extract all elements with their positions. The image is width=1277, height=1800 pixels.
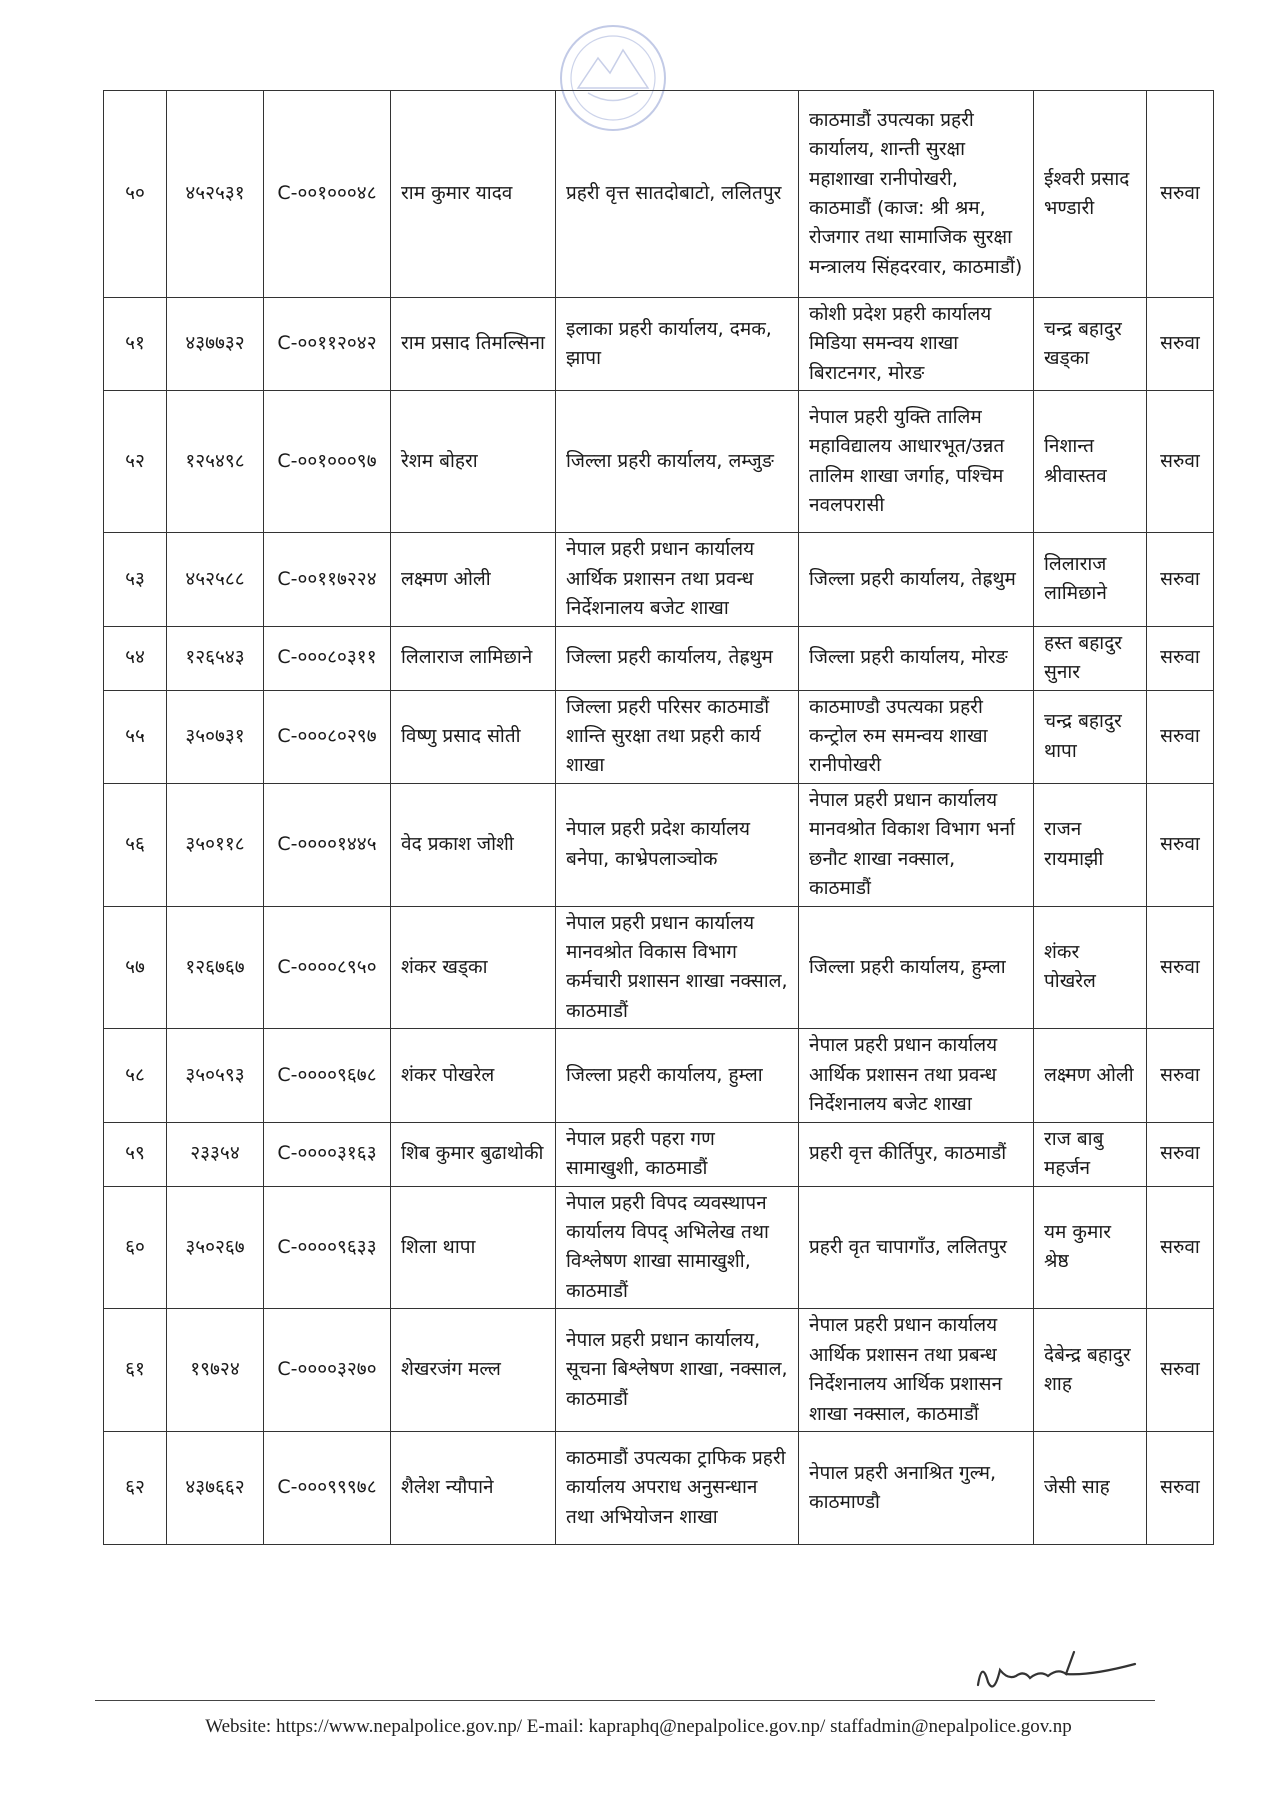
table-row (104, 533, 1214, 626)
table-row (104, 91, 1214, 298)
serial-number: ५६ (104, 783, 167, 906)
current-office: नेपाल प्रहरी विपद व्यवस्थापन कार्यालय विपद् अभिलेख तथा विश्लेषण शाखा सामाखुशी, काठमाडौं (556, 1186, 799, 1309)
sanket-number: ३५०११८ (167, 783, 264, 906)
employee-name: विष्णु प्रसाद सोती (391, 690, 556, 783)
transfer-office: नेपाल प्रहरी युक्ति तालिम महाविद्यालय आधारभूत/उन्नत तालिम शाखा जर्गाह, पश्चिम नवलपरासी (799, 391, 1034, 533)
employee-name: लक्ष्मण ओली (391, 533, 556, 626)
employee-name: वेद प्रकाश जोशी (391, 783, 556, 906)
code-number: C-००११७२२४ (264, 533, 391, 626)
code-number: C-००००१४४५ (264, 783, 391, 906)
code-number: C-००००३१६३ (264, 1122, 391, 1186)
table-row (104, 391, 1214, 533)
status: सरुवा (1147, 690, 1214, 783)
table-row (104, 1432, 1214, 1545)
employee-name: राम प्रसाद तिमल्सिना (391, 298, 556, 391)
transfer-table (103, 90, 1214, 1545)
code-number: C-००१०००९७ (264, 391, 391, 533)
sanket-number: १९७२४ (167, 1309, 264, 1432)
serial-number: ५० (104, 91, 167, 298)
transfer-office: जिल्ला प्रहरी कार्यालय, तेह्रथुम (799, 533, 1034, 626)
transfer-office: काठमाडौं उपत्यका प्रहरी कार्यालय, शान्ती सुरक्षा महाशाखा रानीपोखरी, काठमाडौं (काज: श्री श्रम, रोजगार तथा सामाजिक सुरक्षा मन्त्रालय सिंहदरवार, काठमाडौं) (799, 91, 1034, 298)
transfer-office: नेपाल प्रहरी अनाश्रित गुल्म, काठमाण्डौ (799, 1432, 1034, 1545)
serial-number: ५१ (104, 298, 167, 391)
sanket-number: ३५०२६७ (167, 1186, 264, 1309)
sanket-number: ४५२५३१ (167, 91, 264, 298)
code-number: C-००००९६७८ (264, 1029, 391, 1122)
table-row (104, 626, 1214, 690)
transfer-office: नेपाल प्रहरी प्रधान कार्यालय आर्थिक प्रशासन तथा प्रबन्ध निर्देशनालय आर्थिक प्रशासन शाखा नक्साल, काठमाडौं (799, 1309, 1034, 1432)
employee-name: शंकर पोखरेल (391, 1029, 556, 1122)
replacement-name: लक्ष्मण ओली (1034, 1029, 1147, 1122)
replacement-name: हस्त बहादुर सुनार (1034, 626, 1147, 690)
transfer-office: नेपाल प्रहरी प्रधान कार्यालय मानवश्रोत विकाश विभाग भर्ना छनौट शाखा नक्साल, काठमाडौं (799, 783, 1034, 906)
sanket-number: १२५४९८ (167, 391, 264, 533)
table-row (104, 783, 1214, 906)
employee-name: राम कुमार यादव (391, 91, 556, 298)
table-row (104, 906, 1214, 1029)
transfer-office: जिल्ला प्रहरी कार्यालय, हुम्ला (799, 906, 1034, 1029)
employee-name: शेखरजंग मल्ल (391, 1309, 556, 1432)
table-row (104, 298, 1214, 391)
table-row (104, 690, 1214, 783)
serial-number: ५५ (104, 690, 167, 783)
sanket-number: १२६७६७ (167, 906, 264, 1029)
code-number: C-०००८०३११ (264, 626, 391, 690)
status: सरुवा (1147, 533, 1214, 626)
current-office: इलाका प्रहरी कार्यालय, दमक, झापा (556, 298, 799, 391)
status: सरुवा (1147, 1122, 1214, 1186)
code-number: C-००१०००४८ (264, 91, 391, 298)
status: सरुवा (1147, 91, 1214, 298)
table-row (104, 1122, 1214, 1186)
serial-number: ५४ (104, 626, 167, 690)
code-number: C-००००८९५० (264, 906, 391, 1029)
sanket-number: १२६५४३ (167, 626, 264, 690)
employee-name: शैलेश न्यौपाने (391, 1432, 556, 1545)
code-number: C-००००३२७० (264, 1309, 391, 1432)
sanket-number: २३३५४ (167, 1122, 264, 1186)
replacement-name: यम कुमार श्रेष्ठ (1034, 1186, 1147, 1309)
transfer-office: कोशी प्रदेश प्रहरी कार्यालय मिडिया समन्वय शाखा बिराटनगर, मोरङ (799, 298, 1034, 391)
code-number: C-००११२०४२ (264, 298, 391, 391)
replacement-name: निशान्त श्रीवास्तव (1034, 391, 1147, 533)
replacement-name: लिलाराज लामिछाने (1034, 533, 1147, 626)
replacement-name: शंकर पोखरेल (1034, 906, 1147, 1029)
transfer-office: प्रहरी वृत्त कीर्तिपुर, काठमाडौं (799, 1122, 1034, 1186)
sanket-number: ४५२५८८ (167, 533, 264, 626)
current-office: जिल्ला प्रहरी कार्यालय, हुम्ला (556, 1029, 799, 1122)
serial-number: ५८ (104, 1029, 167, 1122)
current-office: जिल्ला प्रहरी परिसर काठमाडौं शान्ति सुरक्षा तथा प्रहरी कार्य शाखा (556, 690, 799, 783)
employee-name: लिलाराज लामिछाने (391, 626, 556, 690)
sanket-number: ४३७७३२ (167, 298, 264, 391)
replacement-name: चन्द्र बहादुर खड्का (1034, 298, 1147, 391)
status: सरुवा (1147, 1029, 1214, 1122)
table-row (104, 1029, 1214, 1122)
footer-contact: Website: https://www.nepalpolice.gov.np/ E-mail: kapraphq@nepalpolice.gov.np/ staffadmin@nepalpolice.gov.np (205, 1716, 1072, 1737)
employee-name: शिब कुमार बुढाथोकी (391, 1122, 556, 1186)
code-number: C-०००८०२९७ (264, 690, 391, 783)
replacement-name: चन्द्र बहादुर थापा (1034, 690, 1147, 783)
current-office: नेपाल प्रहरी प्रधान कार्यालय आर्थिक प्रशासन तथा प्रवन्ध निर्देशनालय बजेट शाखा (556, 533, 799, 626)
serial-number: ५३ (104, 533, 167, 626)
replacement-name: देबेन्द्र बहादुर शाह (1034, 1309, 1147, 1432)
current-office: जिल्ला प्रहरी कार्यालय, लम्जुङ (556, 391, 799, 533)
replacement-name: ईश्वरी प्रसाद भण्डारी (1034, 91, 1147, 298)
transfer-office: नेपाल प्रहरी प्रधान कार्यालय आर्थिक प्रशासन तथा प्रवन्ध निर्देशनालय बजेट शाखा (799, 1029, 1034, 1122)
replacement-name: जेसी साह (1034, 1432, 1147, 1545)
status: सरुवा (1147, 906, 1214, 1029)
status: सरुवा (1147, 1186, 1214, 1309)
serial-number: ५७ (104, 906, 167, 1029)
serial-number: ५९ (104, 1122, 167, 1186)
sanket-number: ३५०७३१ (167, 690, 264, 783)
status: सरुवा (1147, 298, 1214, 391)
employee-name: शिला थापा (391, 1186, 556, 1309)
sanket-number: ४३७६६२ (167, 1432, 264, 1545)
status: सरुवा (1147, 1309, 1214, 1432)
table-row (104, 1309, 1214, 1432)
status: सरुवा (1147, 391, 1214, 533)
sanket-number: ३५०५९३ (167, 1029, 264, 1122)
signature (970, 1640, 1140, 1700)
code-number: C-०००९९९७८ (264, 1432, 391, 1545)
current-office: जिल्ला प्रहरी कार्यालय, तेह्रथुम (556, 626, 799, 690)
current-office: नेपाल प्रहरी पहरा गण सामाखुशी, काठमाडौं (556, 1122, 799, 1186)
serial-number: ६२ (104, 1432, 167, 1545)
current-office: नेपाल प्रहरी प्रदेश कार्यालय बनेपा, काभ्रेपलाञ्चोक (556, 783, 799, 906)
transfer-office: प्रहरी वृत चापागाँउ, ललितपुर (799, 1186, 1034, 1309)
employee-name: शंकर खड्का (391, 906, 556, 1029)
status: सरुवा (1147, 1432, 1214, 1545)
current-office: नेपाल प्रहरी प्रधान कार्यालय मानवश्रोत विकास विभाग कर्मचारी प्रशासन शाखा नक्साल, काठमाडौं (556, 906, 799, 1029)
employee-name: रेशम बोहरा (391, 391, 556, 533)
current-office: नेपाल प्रहरी प्रधान कार्यालय, सूचना बिश्लेषण शाखा, नक्साल, काठमाडौं (556, 1309, 799, 1432)
code-number: C-००००९६३३ (264, 1186, 391, 1309)
serial-number: ५२ (104, 391, 167, 533)
current-office: प्रहरी वृत्त सातदोबाटो, ललितपुर (556, 91, 799, 298)
transfer-office: काठमाण्डौ उपत्यका प्रहरी कन्ट्रोल रुम समन्वय शाखा रानीपोखरी (799, 690, 1034, 783)
status: सरुवा (1147, 783, 1214, 906)
replacement-name: राज बाबु महर्जन (1034, 1122, 1147, 1186)
transfer-office: जिल्ला प्रहरी कार्यालय, मोरङ (799, 626, 1034, 690)
current-office: काठमाडौं उपत्यका ट्राफिक प्रहरी कार्यालय अपराध अनुसन्धान तथा अभियोजन शाखा (556, 1432, 799, 1545)
replacement-name: राजन रायमाझी (1034, 783, 1147, 906)
footer-divider (95, 1700, 1155, 1701)
serial-number: ६१ (104, 1309, 167, 1432)
status: सरुवा (1147, 626, 1214, 690)
table-row (104, 1186, 1214, 1309)
serial-number: ६० (104, 1186, 167, 1309)
